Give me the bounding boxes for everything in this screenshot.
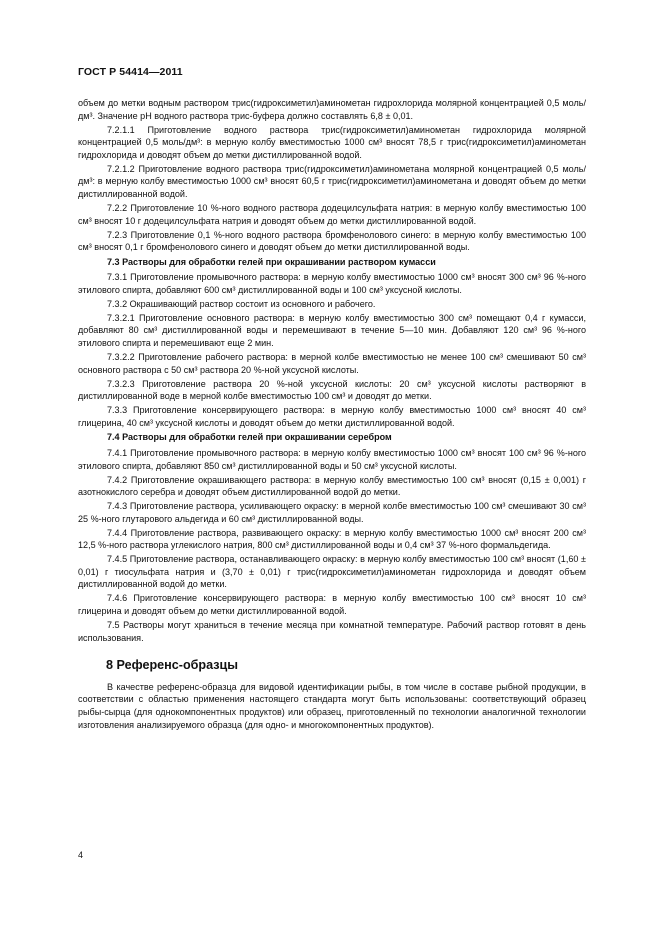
- section-title: 8 Референс-образцы: [106, 658, 239, 673]
- paragraph: 7.2.1.1 Приготовление водного раствора трис(гидроксиметил)аминометан гидрохлорида молярной концентрацией 0,5 моль/дм³: в мерную колбу вместимостью 1000 см³ вносят 78,5 г трис(гидроксиметил)аминометан гидрохлорида и доводят объем до метки дистиллированной водой.: [78, 124, 586, 160]
- subsection-heading: 7.4 Растворы для обработки гелей при окрашивании серебром: [107, 432, 392, 443]
- paragraph: 7.4.5 Приготовление раствора, останавливающего окраску: в мерную колбу вместимостью 100 см³ вносят (1,60 ± 0,01) г тиосульфата натрия и (3,70 ± 0,01) г трис(гидроксиметил)аминометан гидрохлорида и доводят объем дистиллированной водой до метки.: [78, 554, 586, 590]
- paragraph: В качестве референс-образца для видовой идентификации рыбы, в том числе в составе рыбной продукции, в соответствии с областью применения настоящего стандарта могут быть использованы: соответствующий образец рыбы-сырца (для однокомпонентных продуктов) или образец, приготовленный по технологии аналогичной технологии изготовления анализируемого образца (для одно- и многокомпонентных продуктов).: [78, 681, 586, 730]
- paragraph: 7.3.2.3 Приготовление раствора 20 %-ной уксусной кислоты: 20 см³ уксусной кислоты растворяют в дистиллированной воде в мерной колбе вместимостью 100 см³ и доводят до метки.: [78, 378, 586, 402]
- paragraph: 7.3.2 Окрашивающий раствор состоит из основного и рабочего.: [107, 298, 376, 309]
- paragraph: 7.2.2 Приготовление 10 %-ного водного раствора додецилсульфата натрия: в мерную колбу вместимостью 100 см³ вносят 10 г додецилсульфата натрия и доводят объем до метки дистиллированной водой.: [78, 202, 586, 226]
- paragraph: объем до метки водным раствором трис(гидроксиметил)аминометан гидрохлорида молярной концентрацией 0,5 моль/дм³. Значение рН водного раствора трис-буфера должно составлять 6,8 ± 0,01.: [78, 98, 586, 121]
- paragraph: 7.3.2.2 Приготовление рабочего раствора: в мерной колбе вместимостью не менее 100 см³ смешивают 50 см³ основного раствора с 50 см³ раствора 20 %-ной уксусной кислоты.: [78, 352, 586, 375]
- paragraph: 7.3.3 Приготовление консервирующего раствора: в мерную колбу вместимостью 1000 см³ вносят 40 см³ глицерина, 40 см³ уксусной кислоты и доводят объем до метки дистиллированной водой.: [78, 405, 586, 428]
- document-body: [78, 97, 586, 733]
- page-number: 4: [78, 850, 84, 860]
- paragraph: 7.4.6 Приготовление консервирующего раствора: в мерную колбу вместимостью 100 см³ вносят 10 см³ глицерина и доводят объем до метки дистиллированной водой.: [78, 593, 586, 617]
- subsection-heading: 7.3 Растворы для обработки гелей при окрашивании раствором кумасси: [107, 256, 436, 267]
- paragraph: 7.4.2 Приготовление окрашивающего раствора: в мерную колбу вместимостью 100 см³ вносят (0,15 ± 0,001) г азотнокислого серебра и доводят объем дистиллированной водой до метки.: [78, 474, 586, 498]
- document-header: ГОСТ Р 54414—2011: [78, 66, 183, 78]
- paragraph: 7.4.1 Приготовление промывочного раствора: в мерную колбу вместимостью 1000 см³ вносят 100 см³ 96 %-ного этилового спирта, добавляют 850 см³ дистиллированной воды и 50 см³ уксусной кислоты.: [78, 447, 586, 471]
- paragraph: 7.4.3 Приготовление раствора, усиливающего окраску: в мерной колбе вместимостью 100 см³ смешивают 30 см³ 25 %-ного глутарового альдегида и 60 см³ дистиллированной воды.: [78, 501, 586, 524]
- paragraph: 7.5 Растворы могут храниться в течение месяца при комнатной температуре. Рабочий раствор готовят в день использования.: [78, 620, 586, 643]
- paragraph: 7.3.2.1 Приготовление основного раствора: в мерную колбу вместимостью 300 см³ помещают 0,4 г кумасси, добавляют 80 см³ дистиллированной воды и перемешивают в течение 5—10 мин. Добавляют 120 см³ 96 %-ного этилового спирта и перемешивают еще 2 мин.: [78, 312, 586, 349]
- paragraph: 7.2.1.2 Приготовление водного раствора трис(гидроксиметил)аминометана молярной концентрацией 0,5 моль/дм³: в мерную колбу вместимостью 1000 см³ вносят 60,5 г трис(гидроксиметил)аминометана и доводят объем до метки дистиллированной водой.: [78, 163, 586, 199]
- paragraph: 7.2.3 Приготовление 0,1 %-ного водного раствора бромфенолового синего: в мерную колбу вместимостью 100 см³ вносят 0,1 г бромфенолового синего и доводят объем до метки дистиллированной воды.: [78, 229, 586, 253]
- paragraph: 7.4.4 Приготовление раствора, развивающего окраску: в мерную колбу вместимостью 1000 см³ вносят 200 см³ 12,5 %-ного раствора углекислого натрия, 800 см³ дистиллированной воды и 0,4 см³ 37 %-ного формальдегида.: [78, 527, 586, 551]
- paragraph: 7.3.1 Приготовление промывочного раствора: в мерную колбу вместимостью 1000 см³ вносят 300 см³ 96 %-ного этилового спирта, добавляют 600 см³ дистиллированной воды и 100 см³ уксусной кислоты.: [78, 272, 586, 295]
